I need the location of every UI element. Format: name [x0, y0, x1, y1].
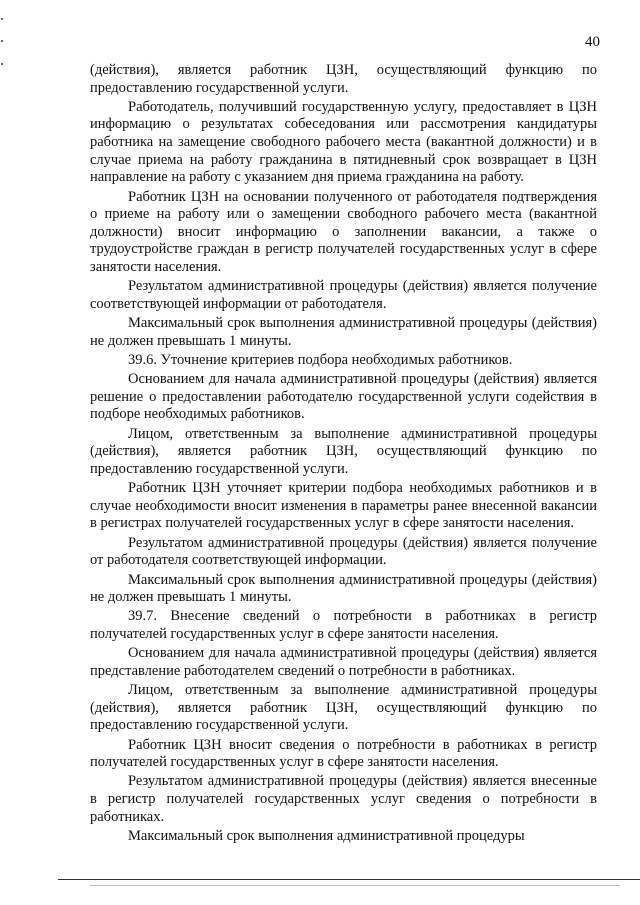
scan-edge-line — [58, 879, 640, 880]
paragraph: Лицом, ответственным за выполнение административной процедуры (действия), является работник ЦЗН, осуществляющий функцию по предоставлению государственной услуги. — [90, 682, 597, 734]
paragraph: Работник ЦЗН на основании полученного от работодателя подтверждения о приеме на работу или о замещении свободного рабочего места (вакантной должности) вносит информацию о заполнении вакансии, а также о трудоустройстве граждан в регистр получателей государственных услуг в сфере занятости населения. — [90, 188, 597, 275]
paragraph: (действия), является работник ЦЗН, осуществляющий функцию по предоставлению государственной услуги. — [90, 62, 597, 96]
paragraph: Максимальный срок выполнения административной процедуры (действия) не должен превышать 1 минуты. — [90, 315, 597, 349]
paragraph: Результатом административной процедуры (действия) является получение от работодателя соответствующей информации. — [90, 534, 597, 569]
paragraph: Результатом административной процедуры (действия) является внесенные в регистр получателей государственных услуг сведения о потребности в работниках. — [90, 773, 597, 825]
section-heading: 39.6. Уточнение критериев подбора необходимых работников. — [128, 351, 513, 368]
paragraph: Работодатель, получивший государственную услугу, предоставляет в ЦЗН информацию о результатах собеседования или рассмотрения кандидатуры работника на замещение свободного рабочего места (вакантной должности) и в случае приема на работу гражданина в пятидневный срок возвращает в ЦЗН направление на работу с указанием дня приема гражданина на работу. — [90, 98, 597, 186]
paragraph: Основанием для начала административной процедуры (действия) является представление работодателем сведений о потребности в работниках. — [90, 645, 597, 679]
section-heading: 39.7. Внесение сведений о потребности в работниках в регистр получателей государственных услуг в сфере занятости населения. — [90, 608, 597, 642]
paragraph: Лицом, ответственным за выполнение административной процедуры (действия), является работник ЦЗН, осуществляющий функцию по предоставлению государственной услуги. — [90, 425, 597, 477]
paragraph: Максимальный срок выполнения административной процедуры — [128, 827, 525, 844]
paragraph: Работник ЦЗН вносит сведения о потребности в работниках в регистр получателей государственных услуг в сфере занятости населения. — [90, 736, 597, 771]
paragraph: Максимальный срок выполнения административной процедуры (действия) не должен превышать 1 минуты. — [90, 571, 597, 606]
scan-edge-line — [90, 885, 620, 886]
paragraph: Работник ЦЗН уточняет критерии подбора необходимых работников и в случае необходимости вносит изменения в параметры ранее внесенной вакансии в регистрах получателей государственных услуг в сфере занятости населения. — [90, 480, 597, 532]
scan-mark — [1, 18, 3, 20]
document-body — [90, 62, 597, 847]
paragraph: Основанием для начала административной процедуры (действия) является решение о предоставлении работодателю государственной услуги содействия в подборе необходимых работников. — [90, 371, 597, 423]
scan-mark — [1, 40, 3, 42]
page-number: 40 — [585, 34, 600, 50]
paragraph: Результатом административной процедуры (действия) является получение соответствующей информации от работодателя. — [90, 278, 597, 312]
scan-mark — [1, 63, 3, 65]
